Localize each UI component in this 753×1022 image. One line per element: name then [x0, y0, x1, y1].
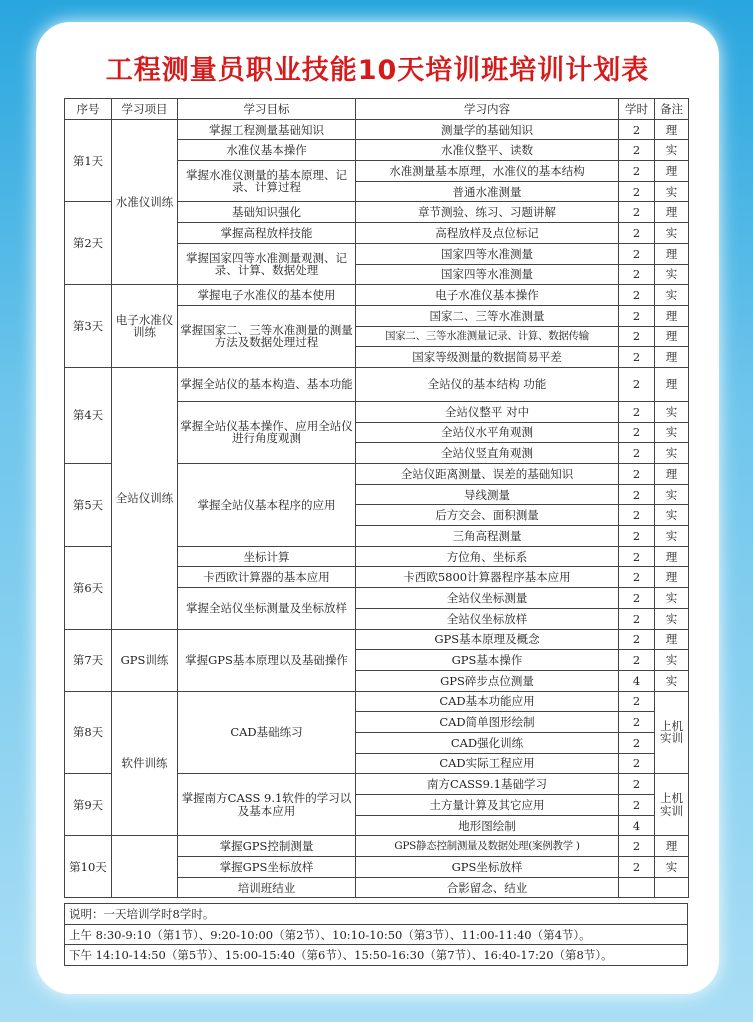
content-cell: 国家二、三等水准测量记录、计算、数据传输 [356, 326, 619, 347]
hours-cell: 2 [619, 588, 655, 609]
content-cell: GPS碎步点位测量 [356, 670, 619, 691]
goal-cell: 水准仪基本操作 [178, 140, 356, 161]
day-cell: 第8天 [65, 691, 112, 774]
note-line: 下午 14:10-14:50（第5节）、15:00-15:40（第6节）、15:50-16:30（第7节）、16:40-17:20（第8节）。 [65, 945, 688, 966]
remark-merged-cell: 上机实训 [655, 774, 689, 836]
content-cell: 水准测量基本原理，水准仪的基本结构 [356, 161, 619, 182]
content-cell: 水准仪整平、读数 [356, 140, 619, 161]
remark-cell: 理 [655, 305, 689, 326]
remark-cell: 理 [655, 119, 689, 140]
remark-cell: 实 [655, 505, 689, 526]
goal-cell: 掌握全站仪基本操作、应用全站仪进行角度观测 [178, 401, 356, 463]
item-cell: 全站仪训练 [112, 367, 178, 629]
remark-cell: 理 [655, 347, 689, 368]
hours-cell: 2 [619, 691, 655, 712]
content-cell: 导线测量 [356, 484, 619, 505]
remark-cell: 理 [655, 326, 689, 347]
content-cell: 全站仪的基本结构 功能 [356, 367, 619, 401]
remark-cell: 理 [655, 161, 689, 182]
content-cell: 卡西欧5800计算器程序基本应用 [356, 567, 619, 588]
hours-cell: 4 [619, 670, 655, 691]
training-schedule-table [64, 98, 689, 898]
goal-cell: 掌握全站仪坐标测量及坐标放样 [178, 588, 356, 629]
remark-cell: 理 [655, 629, 689, 650]
remark-cell: 实 [655, 650, 689, 671]
table-row [65, 119, 689, 140]
content-cell: 全站仪距离测量、误差的基础知识 [356, 464, 619, 485]
remark-cell: 实 [655, 608, 689, 629]
remark-cell: 实 [655, 140, 689, 161]
header-remark: 备注 [655, 99, 689, 120]
remark-cell: 实 [655, 857, 689, 878]
remark-cell: 理 [655, 464, 689, 485]
hours-cell: 2 [619, 401, 655, 422]
day-cell: 第10天 [65, 836, 112, 898]
content-cell: 国家四等水准测量 [356, 243, 619, 264]
table-row [65, 691, 689, 712]
remark-cell: 实 [655, 264, 689, 285]
table-row [65, 367, 689, 401]
hours-cell: 2 [619, 305, 655, 326]
goal-cell: 卡西欧计算器的基本应用 [178, 567, 356, 588]
content-cell: 全站仪竖直角观测 [356, 443, 619, 464]
goal-cell: 掌握电子水准仪的基本使用 [178, 285, 356, 306]
remark-cell: 理 [655, 546, 689, 567]
header-hours: 学时 [619, 99, 655, 120]
hours-cell: 2 [619, 181, 655, 202]
hours-cell: 2 [619, 505, 655, 526]
remark-cell: 实 [655, 526, 689, 547]
item-cell: 软件训练 [112, 691, 178, 836]
goal-cell: 掌握工程测量基础知识 [178, 119, 356, 140]
table-header-row [65, 99, 689, 120]
content-cell: 国家四等水准测量 [356, 264, 619, 285]
hours-cell: 2 [619, 140, 655, 161]
goal-cell: 掌握水准仪测量的基本原理、记录、计算过程 [178, 161, 356, 202]
hours-cell: 2 [619, 774, 655, 795]
hours-cell: 2 [619, 443, 655, 464]
goal-cell: 掌握高程放样技能 [178, 223, 356, 244]
hours-cell: 2 [619, 367, 655, 401]
content-cell: 全站仪坐标放样 [356, 608, 619, 629]
remark-cell: 理 [655, 243, 689, 264]
content-cell: GPS基本操作 [356, 650, 619, 671]
page-title: 工程测量员职业技能10天培训班培训计划表 [105, 55, 650, 86]
content-cell: 南方CASS9.1基础学习 [356, 774, 619, 795]
content-cell: 合影留念、结业 [356, 877, 619, 898]
note-line: 说明：一天培训学时8学时。 [65, 904, 688, 925]
remark-cell: 实 [655, 484, 689, 505]
content-cell: GPS静态控制测量及数据处理(案例教学 ) [356, 836, 619, 857]
day-cell: 第7天 [65, 629, 112, 691]
content-cell: 全站仪坐标测量 [356, 588, 619, 609]
hours-cell: 2 [619, 464, 655, 485]
item-cell [112, 836, 178, 898]
content-cell: 方位角、坐标系 [356, 546, 619, 567]
day-cell: 第2天 [65, 202, 112, 285]
hours-cell: 2 [619, 836, 655, 857]
hours-cell: 2 [619, 795, 655, 816]
content-cell: 土方量计算及其它应用 [356, 795, 619, 816]
remark-cell: 理 [655, 367, 689, 401]
hours-cell: 2 [619, 264, 655, 285]
content-cell: CAD强化训练 [356, 732, 619, 753]
goal-cell: 掌握全站仪的基本构造、基本功能 [178, 367, 356, 401]
goal-cell: 掌握GPS坐标放样 [178, 857, 356, 878]
goal-cell: 基础知识强化 [178, 202, 356, 223]
day-cell: 第1天 [65, 119, 112, 202]
item-cell: 水准仪训练 [112, 119, 178, 285]
hours-cell: 2 [619, 526, 655, 547]
table-row [65, 836, 689, 857]
hours-cell: 2 [619, 202, 655, 223]
hours-cell: 2 [619, 629, 655, 650]
content-cell: CAD实际工程应用 [356, 753, 619, 774]
remark-cell [655, 877, 689, 898]
remark-merged-cell: 上机实训 [655, 691, 689, 774]
content-cell: 测量学的基础知识 [356, 119, 619, 140]
day-cell: 第9天 [65, 774, 112, 836]
hours-cell: 2 [619, 608, 655, 629]
day-cell: 第6天 [65, 546, 112, 629]
hours-cell: 2 [619, 546, 655, 567]
hours-cell: 2 [619, 753, 655, 774]
hours-cell: 2 [619, 650, 655, 671]
hours-cell: 2 [619, 326, 655, 347]
content-cell: 三角高程测量 [356, 526, 619, 547]
remark-cell: 实 [655, 223, 689, 244]
hours-cell: 2 [619, 243, 655, 264]
content-cell: 全站仪水平角观测 [356, 422, 619, 443]
hours-cell: 2 [619, 285, 655, 306]
hours-cell: 2 [619, 732, 655, 753]
content-cell: 地形图绘制 [356, 815, 619, 836]
content-cell: 后方交会、面积测量 [356, 505, 619, 526]
remark-cell: 实 [655, 285, 689, 306]
goal-cell: 掌握国家二、三等水准测量的测量方法及数据处理过程 [178, 305, 356, 367]
remark-cell: 理 [655, 567, 689, 588]
goal-cell: 掌握全站仪基本程序的应用 [178, 464, 356, 547]
remark-cell: 理 [655, 202, 689, 223]
item-cell: 电子水准仪训练 [112, 285, 178, 368]
goal-cell: 掌握GPS基本原理以及基础操作 [178, 629, 356, 691]
content-cell: CAD基本功能应用 [356, 691, 619, 712]
goal-cell: 掌握南方CASS 9.1软件的学习以及基本应用 [178, 774, 356, 836]
goal-cell: 坐标计算 [178, 546, 356, 567]
table-row [65, 629, 689, 650]
content-cell: 章节测验、练习、习题讲解 [356, 202, 619, 223]
hours-cell: 2 [619, 161, 655, 182]
content-cell: GPS坐标放样 [356, 857, 619, 878]
hours-cell: 4 [619, 815, 655, 836]
content-cell: 电子水准仪基本操作 [356, 285, 619, 306]
goal-cell: 掌握GPS控制测量 [178, 836, 356, 857]
day-cell: 第4天 [65, 367, 112, 463]
content-cell: 普通水准测量 [356, 181, 619, 202]
hours-cell: 2 [619, 422, 655, 443]
content-cell: 国家等级测量的数据简易平差 [356, 347, 619, 368]
note-line: 上午 8:30-9:10（第1节）、9:20-10:00（第2节）、10:10-10:50（第3节）、11:00-11:40（第4节）。 [65, 924, 688, 945]
hours-cell: 2 [619, 347, 655, 368]
header-no: 序号 [65, 99, 112, 120]
goal-cell: CAD基础练习 [178, 691, 356, 774]
goal-cell: 掌握国家四等水准测量观测、记录、计算、数据处理 [178, 243, 356, 284]
content-cell: 全站仪整平 对中 [356, 401, 619, 422]
hours-cell: 2 [619, 119, 655, 140]
header-item: 学习项目 [112, 99, 178, 120]
hours-cell: 2 [619, 857, 655, 878]
remark-cell: 实 [655, 422, 689, 443]
schedule-notes [64, 903, 688, 966]
remark-cell: 实 [655, 588, 689, 609]
goal-cell: 培训班结业 [178, 877, 356, 898]
item-cell: GPS训练 [112, 629, 178, 691]
content-cell: CAD简单图形绘制 [356, 712, 619, 733]
content-cell: 国家二、三等水准测量 [356, 305, 619, 326]
remark-cell: 实 [655, 401, 689, 422]
remark-cell: 实 [655, 670, 689, 691]
header-goal: 学习目标 [178, 99, 356, 120]
header-content: 学习内容 [356, 99, 619, 120]
remark-cell: 实 [655, 181, 689, 202]
table-row [65, 285, 689, 306]
day-cell: 第5天 [65, 464, 112, 547]
hours-cell [619, 877, 655, 898]
hours-cell: 2 [619, 484, 655, 505]
hours-cell: 2 [619, 567, 655, 588]
content-cell: GPS基本原理及概念 [356, 629, 619, 650]
content-cell: 高程放样及点位标记 [356, 223, 619, 244]
day-cell: 第3天 [65, 285, 112, 368]
hours-cell: 2 [619, 223, 655, 244]
hours-cell: 2 [619, 712, 655, 733]
remark-cell: 实 [655, 443, 689, 464]
remark-cell: 理 [655, 836, 689, 857]
